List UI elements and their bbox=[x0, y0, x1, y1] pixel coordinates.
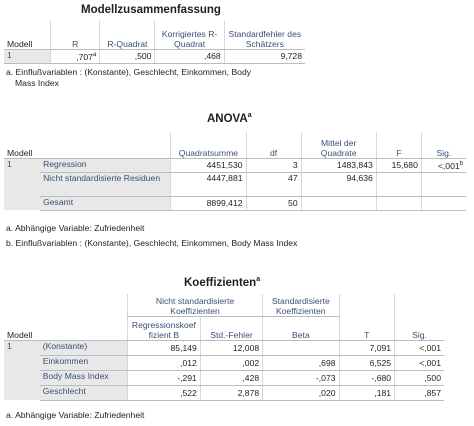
model-summary-table bbox=[4, 21, 305, 64]
coefficients-table bbox=[4, 294, 444, 401]
cell-beta bbox=[263, 340, 339, 355]
anova-note-b: b. Einflußvariablen : (Konstante), Geschlecht, Einkommen, Body Mass Index bbox=[6, 238, 298, 248]
col-sig: Sig. bbox=[395, 316, 444, 340]
cell-ms bbox=[301, 196, 376, 210]
cell-f: 15,680 bbox=[376, 158, 421, 172]
cell-df: 47 bbox=[246, 172, 301, 196]
col-beta: Beta bbox=[263, 316, 339, 340]
cell-t: ,181 bbox=[339, 385, 395, 400]
cell-sig: ,857 bbox=[395, 385, 444, 400]
cell-df: 50 bbox=[246, 196, 301, 210]
cell-beta: ,698 bbox=[263, 355, 339, 370]
coefficients-note: a. Abhängige Variable: Zufriedenheit bbox=[6, 410, 145, 420]
cell-ms: 1483,843 bbox=[301, 158, 376, 172]
col-f: F bbox=[376, 132, 421, 158]
anova-title: ANOVA$^a$ bbox=[207, 112, 252, 125]
cell-ss: 8899,412 bbox=[171, 196, 246, 210]
cell-se: ,002 bbox=[200, 355, 262, 370]
cell-b: 85,149 bbox=[127, 340, 200, 355]
cell-b: ,012 bbox=[127, 355, 200, 370]
cell-se: 12,008 bbox=[200, 340, 262, 355]
cell-beta: ,020 bbox=[263, 385, 339, 400]
col-df: df bbox=[246, 132, 301, 158]
group-unstandardized: Nicht standardisierte Koeffizienten bbox=[127, 294, 262, 316]
col-ss: Quadratsumme bbox=[171, 132, 246, 158]
row-label-konstante: (Konstante) bbox=[40, 340, 128, 355]
anova-table bbox=[4, 132, 466, 211]
cell-sig: <,001 bbox=[395, 355, 444, 370]
row-label-bmi: Body Mass Index bbox=[40, 370, 128, 385]
col-t: T bbox=[339, 316, 395, 340]
cell-df: 3 bbox=[246, 158, 301, 172]
cell-sig: ,500 bbox=[395, 370, 444, 385]
cell-b: -,291 bbox=[127, 370, 200, 385]
row-model: 1 bbox=[4, 158, 40, 210]
cell-sig bbox=[421, 196, 466, 210]
cell-t: 7,091 bbox=[339, 340, 395, 355]
col-adj-r2: Korrigiertes R-Quadrat bbox=[155, 21, 224, 49]
col-modell: Modell bbox=[4, 316, 40, 340]
cell-b: ,522 bbox=[127, 385, 200, 400]
cell-adj-r2: ,468 bbox=[155, 49, 224, 63]
cell-se: ,428 bbox=[200, 370, 262, 385]
group-standardized: Standardisierte Koeffizienten bbox=[263, 294, 339, 316]
col-r2: R-Quadrat bbox=[100, 21, 155, 49]
cell-ss: 4447,881 bbox=[171, 172, 246, 196]
cell-se: 9,728 bbox=[224, 49, 305, 63]
cell-r: ,707$^a$ bbox=[51, 49, 100, 63]
model-summary-note: a. Einflußvariablen : (Konstante), Geschlecht, Einkommen, Body Mass Index bbox=[6, 67, 252, 88]
row-label-geschlecht: Geschlecht bbox=[40, 385, 128, 400]
cell-f bbox=[376, 172, 421, 196]
row-label-residuen: Nicht standardisierte Residuen bbox=[40, 172, 171, 196]
col-modell: Modell bbox=[4, 21, 51, 49]
cell-se: 2,878 bbox=[200, 385, 262, 400]
cell-sig: <,001 bbox=[395, 340, 444, 355]
coefficients-title: Koeffizienten$^a$ bbox=[184, 276, 261, 289]
col-se: Std.-Fehler bbox=[200, 316, 262, 340]
row-label-gesamt: Gesamt bbox=[40, 196, 171, 210]
col-se: Standardfehler des Schätzers bbox=[224, 21, 305, 49]
cell-sig: <,001$^b$ bbox=[421, 158, 466, 172]
model-summary-title: Modellzusammenfassung bbox=[81, 4, 221, 16]
cell-t: -,680 bbox=[339, 370, 395, 385]
cell-ss: 4451,530 bbox=[171, 158, 246, 172]
anova-note-a: a. Abhängige Variable: Zufriedenheit bbox=[6, 223, 145, 233]
col-sig: Sig. bbox=[421, 132, 466, 158]
row-label-regression: Regression bbox=[40, 158, 171, 172]
cell-beta: -,073 bbox=[263, 370, 339, 385]
col-ms: Mittel der Quadrate bbox=[301, 132, 376, 158]
col-modell: Modell bbox=[4, 132, 40, 158]
col-b: Regressionskoeffizient B bbox=[127, 316, 200, 340]
row-label-einkommen: Einkommen bbox=[40, 355, 128, 370]
cell-sig bbox=[421, 172, 466, 196]
cell-t: 6,525 bbox=[339, 355, 395, 370]
cell-ms: 94,636 bbox=[301, 172, 376, 196]
row-model: 1 bbox=[4, 49, 51, 63]
cell-r2: ,500 bbox=[100, 49, 155, 63]
cell-f bbox=[376, 196, 421, 210]
col-r: R bbox=[51, 21, 100, 49]
row-model: 1 bbox=[4, 340, 40, 400]
